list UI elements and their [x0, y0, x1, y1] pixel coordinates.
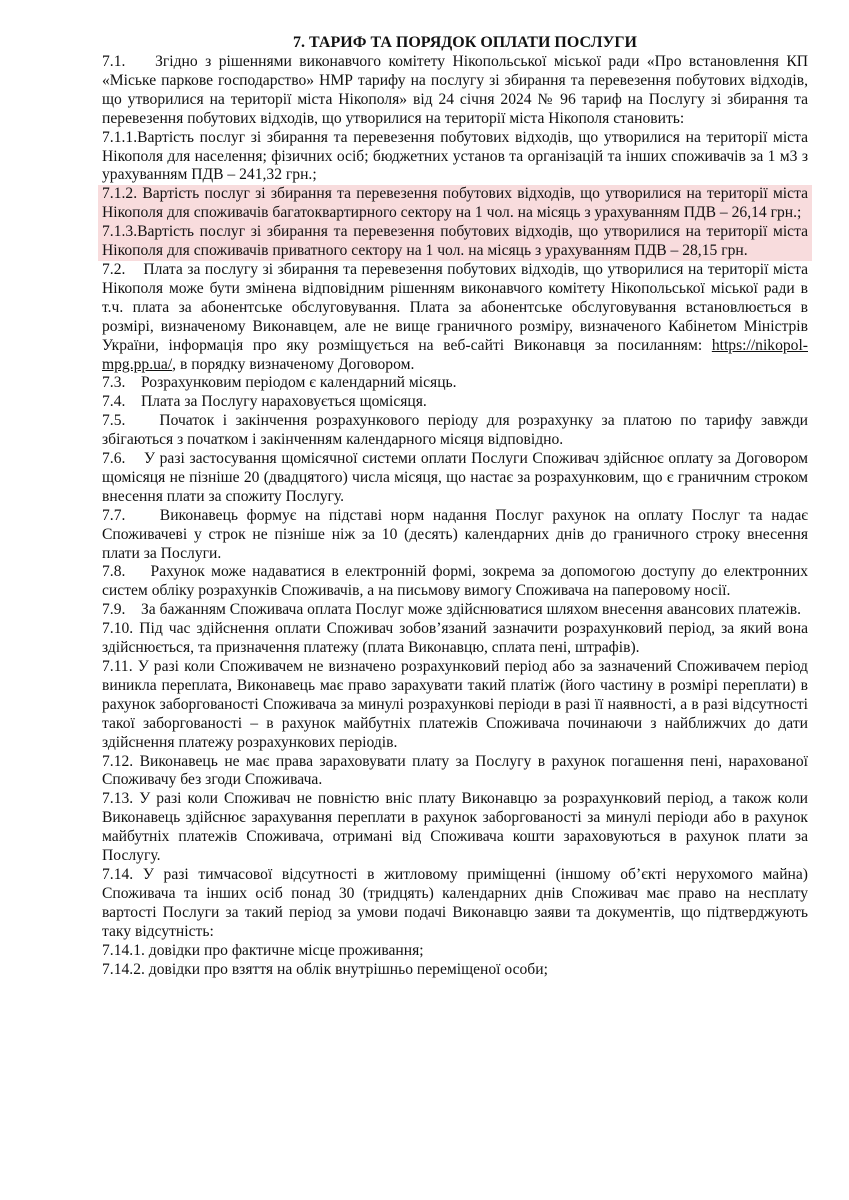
paragraph-text: Плата за Послугу нараховується щомісяця. — [140, 393, 427, 411]
paragraph-7-14-1 — [102, 942, 808, 961]
paragraph-text: За бажанням Споживача оплата Послуг може здійснюватися шляхом внесення авансових платежів. — [140, 601, 802, 619]
paragraph-number: 7.4. — [102, 393, 126, 411]
paragraph-number: 7.1.1. — [102, 128, 138, 146]
paragraph-number: 7.12. — [102, 752, 134, 770]
paragraph-7-13 — [102, 790, 808, 866]
document-content — [102, 33, 808, 979]
paragraph-number: 7.7. — [102, 506, 126, 524]
paragraph-text: довідки про взяття на облік внутрішньо переміщеної особи; — [148, 960, 548, 978]
paragraph-7-5 — [102, 412, 808, 450]
paragraph-text: У разі коли Споживач не повністю вніс плату Виконавцю за розрахунковий період, а також коли Виконавець здійснює зарахування переплати в рахунок заборгованості за минулі періоди або в рахунок майбутніх платежів Споживача, отримані від Споживача кошти зараховуються в рахунок плати за Послугу. — [102, 790, 809, 865]
paragraph-text: Під час здійснення оплати Споживач зобов’язаний зазначити розрахунковий період, за який вона здійснюється, та призначення платежу (плата Виконавцю, сплата пені, штрафів). — [102, 620, 808, 657]
paragraph-7-1 — [102, 53, 808, 129]
paragraph-text: Виконавець формує на підставі норм надання Послуг рахунок на оплату Послуг та надає Споживачеві у строк не пізніше ніж за 10 (десять) календарних днів до граничного строку внесення плати за Послуги. — [102, 506, 809, 562]
paragraph-text: У разі застосування щомісячної системи оплати Послуги Споживач здійснює оплату за Договором щомісяця не пізніше 20 (двадцятого) числа місяця, що настає за розрахунковим, що є граничним строком внесення плати за спожиту Послугу. — [102, 450, 809, 505]
paragraph-text-after-link: , в порядку визначеному Договором. — [172, 355, 415, 373]
paragraph-7-10 — [102, 620, 808, 658]
paragraph-number: 7.2. — [102, 260, 126, 278]
paragraph-text: Початок і закінчення розрахункового періоду для розрахунку за платою по тарифу завжди збігаються з початком і закінченням календарного місяця відповідно. — [102, 412, 809, 449]
paragraph-number: 7.10. — [102, 620, 134, 638]
paragraph-number: 7.14. — [102, 865, 134, 883]
paragraph-number: 7.8. — [102, 563, 126, 581]
paragraph-7-12 — [102, 753, 808, 791]
paragraph-7-1-3-highlighted — [98, 223, 812, 261]
paragraph-text: Розрахунковим періодом є календарний місяць. — [140, 374, 457, 392]
paragraph-7-1-2-highlighted — [98, 185, 812, 223]
paragraph-number: 7.14.2. — [102, 960, 145, 978]
paragraph-7-11 — [102, 658, 808, 753]
paragraph-7-1-1 — [102, 129, 808, 186]
paragraph-number: 7.1.2. — [102, 185, 138, 203]
paragraph-number: 7.9. — [102, 601, 126, 619]
paragraph-number: 7.6. — [102, 450, 126, 468]
paragraph-number: 7.5. — [102, 412, 126, 430]
paragraph-number: 7.1. — [102, 53, 126, 70]
paragraph-7-14 — [102, 866, 808, 942]
paragraph-text: Виконавець не має права зараховувати плату за Послугу в рахунок погашення пені, нарахованої Споживачу без згоди Споживача. — [102, 752, 808, 789]
section-title: 7. ТАРИФ ТА ПОРЯДОК ОПЛАТИ ПОСЛУГИ — [293, 34, 637, 51]
paragraph-text: У разі коли Споживачем не визначено розрахунковий період або за зазначений Споживачем період виникла переплата, Виконавець має право зарахувати такий платіж (його частину в розмірі переплати) в рахунок заборгованості Споживача за минулі розрахункові періоди в разі її наявності, а в разі відсутності такої заборгованості – в рахунок майбутніх платежів Споживача починаючи з найближчих до дати здійснення платежу розрахункових періодів. — [102, 658, 808, 751]
paragraph-text: Вартість послуг зі збирання та перевезення побутових відходів, що утворилися на території міста Нікополя для споживачів приватного сектору на 1 чол. на місяць з урахуванням ПДВ – 28,15 грн. — [102, 223, 808, 260]
paragraph-text: У разі тимчасової відсутності в житловому приміщенні (іншому об’єкті нерухомого майна) Споживача та інших осіб понад 30 (тридцять) календарних днів Споживач має право на несплату вартості Послуги за такий період за умови подачі Виконавцю заяви та документів, що підтверджують таку відсутність: — [102, 865, 808, 940]
paragraph-7-4 — [102, 393, 808, 412]
paragraph-number: 7.14.1. — [102, 941, 145, 959]
paragraph-number: 7.1.3. — [102, 223, 138, 241]
paragraph-number: 7.3. — [102, 374, 126, 392]
paragraph-number: 7.13. — [102, 790, 134, 808]
paragraph-text: довідки про фактичне місце проживання; — [148, 941, 424, 959]
paragraph-number: 7.11. — [102, 658, 133, 675]
paragraph-7-8 — [102, 563, 808, 601]
paragraph-text: Вартість послуг зі збирання та перевезення побутових відходів, що утворилися на території міста Нікополя для споживачів багатоквартирного сектору на 1 чол. на місяць з урахуванням ПДВ – 26,14 грн.; — [102, 185, 808, 222]
paragraph-7-6 — [102, 450, 808, 507]
paragraph-text: Плата за послугу зі збирання та перевезення побутових відходів, що утворилися на території міста Нікополя може бути змінена відповідним рішенням виконавчого комітету Нікопольської міської ради в т.ч. плата за абонентське обслуговування. Плата за абонентське обслуговування встановлюється в розмірі, визначеному Виконавцем, але не вище граничного розміру, визначеного Кабінетом Міністрів України, інформація про яку розміщується на веб-сайті Виконавця за посиланням: — [102, 260, 808, 354]
paragraph-7-7 — [102, 507, 808, 564]
website-link[interactable]: https://nikopol-mpg.pp.ua/ — [102, 336, 808, 373]
paragraph-7-2 — [102, 261, 808, 374]
paragraph-text: Вартість послуг зі збирання та перевезення побутових відходів, що утворилися на території міста Нікополя для населення; фізичних осіб; бюджетних установ та організацій та інших споживачів за 1 м3 з урахуванням ПДВ – 241,32 грн.; — [102, 128, 808, 184]
paragraph-text: Згідно з рішеннями виконавчого комітету Нікопольської міської ради «Про встановлення КП «Міське паркове господарство» НМР тарифу на послугу зі збирання та перевезення побутових відходів, що утворилися на території міста Нікополя» від 24 січня 2024 № 96 тариф на Послугу зі збирання та перевезення побутових відходів, що утворилися на території міста Нікополя становить: — [102, 53, 808, 127]
paragraph-7-9 — [102, 601, 808, 620]
paragraph-7-3 — [102, 374, 808, 393]
paragraph-text: Рахунок може надаватися в електронній формі, зокрема за допомогою доступу до електронних систем обліку розрахунків Споживачів, а на письмову вимогу Споживача на паперовому носії. — [102, 563, 809, 600]
paragraph-7-14-2 — [102, 961, 808, 980]
